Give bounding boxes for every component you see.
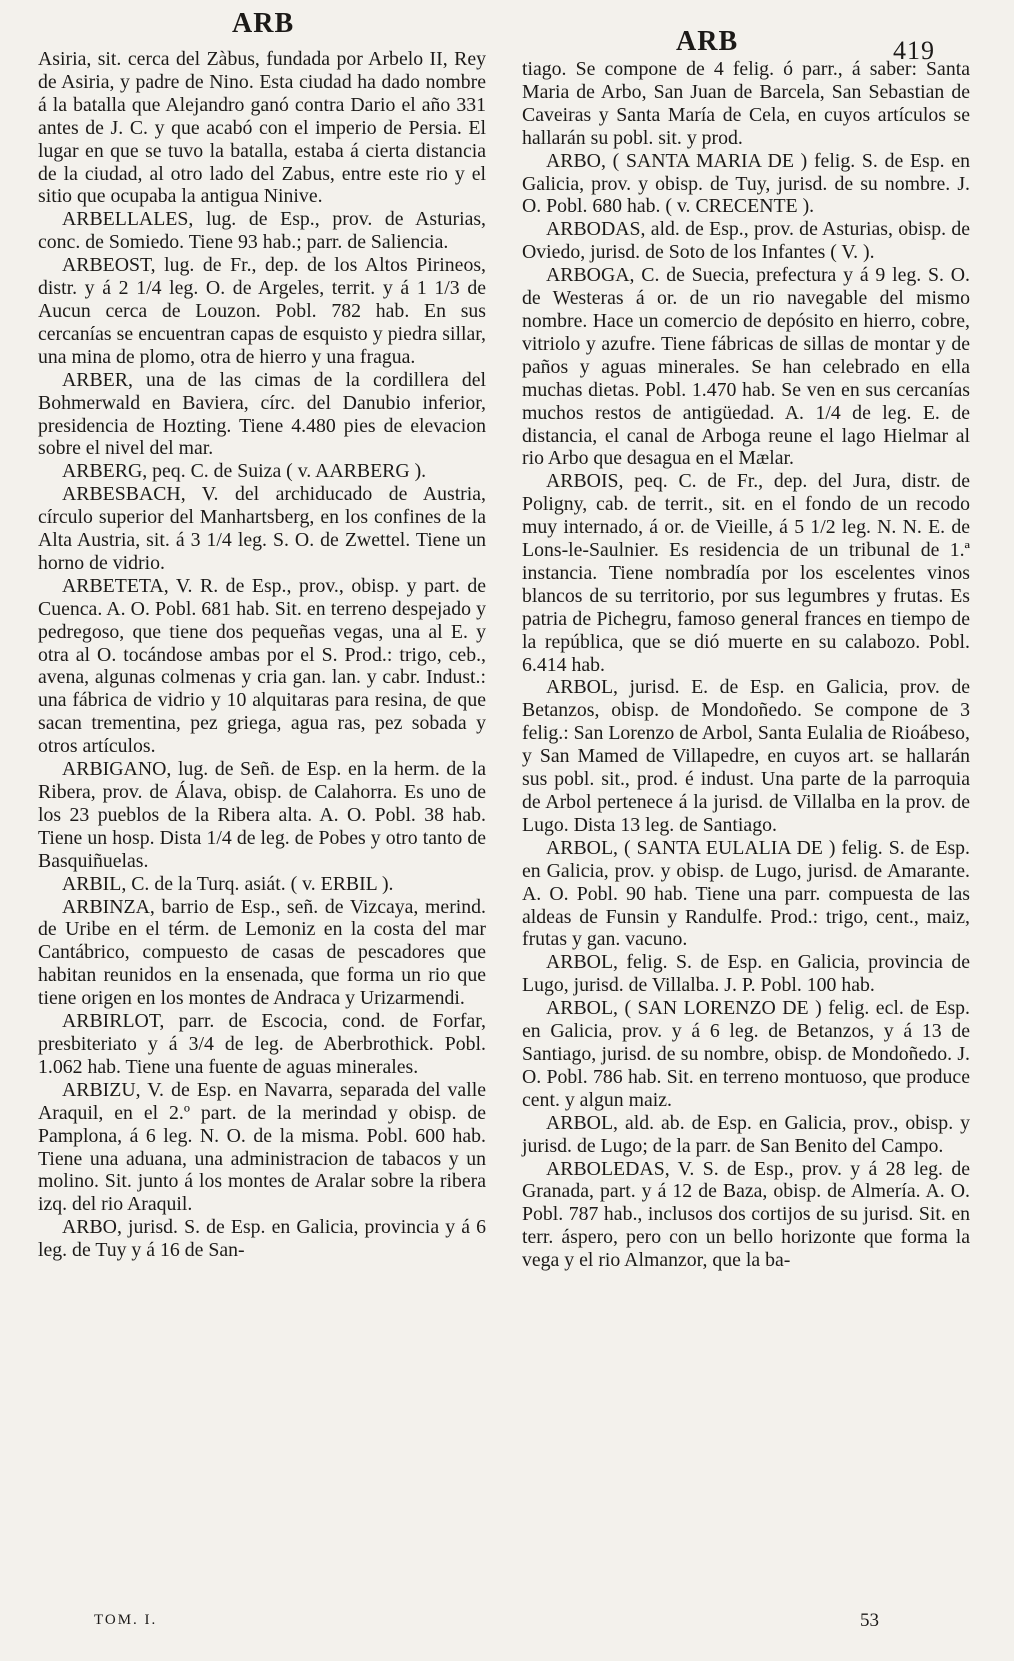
entry-paragraph: ARBIGANO, lug. de Señ. de Esp. en la herm. de la Ribera, prov. de Álava, obisp. de Calahorra. Es uno de los 23 pueblos de la Ribera alta. A. O. Pobl. 38 hab. Tiene un hosp. Dista 1/4 de leg. de Pobes y otro tanto de Basquiñuelas.: [38, 758, 486, 872]
entry-paragraph: ARBINZA, barrio de Esp., señ. de Vizcaya, merind. de Uribe en el térm. de Lemoniz en la costa del mar Cantábrico, compuesto de casas de pescadores que habitan reunidos en la ensenada, que forma un rio que tiene origen en los montes de Andraca y Urizarmendi.: [38, 895, 486, 1010]
volume-label: TOM. I.: [94, 1612, 158, 1628]
entry-paragraph: ARBOL, jurisd. E. de Esp. en Galicia, prov. de Betanzos, obisp. de Mondoñedo. Se compone de 3 felig.: San Lorenzo de Arbol, Santa Eulalia de Rioábeso, y San Mamed de Villapedre, en cuyos art. se hallarán sus pobl. sit., prod. é indust. Una parte de la parroquia de Arbol pertenece á la jurisd. de Villalba en la prov. de Lugo. Dista 13 leg. de Santiago.: [522, 676, 970, 836]
entry-paragraph: ARBESBACH, V. del archiducado de Austria, círculo superior del Manhartsberg, en los confines de la Alta Austria, sit. á 3 1/4 leg. S. O. de Zwettel. Tiene un horno de vidrio.: [38, 483, 486, 574]
signature-mark: 53: [860, 1610, 879, 1631]
entry-paragraph: ARBIRLOT, parr. de Escocia, cond. de Forfar, presbiteriato y á 3/4 de leg. de Aberbrothick. Pobl. 1.062 hab. Tiene una fuente de aguas minerales.: [38, 1010, 486, 1078]
entry-paragraph: ARBO, ( SANTA MARIA DE ) felig. S. de Esp. en Galicia, prov. y obisp. de Tuy, jurisd. de su nombre. J. O. Pobl. 680 hab. ( v. CRECENTE ).: [522, 149, 970, 218]
entry-paragraph: ARBELLALES, lug. de Esp., prov. de Asturias, conc. de Somiedo. Tiene 93 hab.; parr. de Saliencia.: [38, 208, 486, 254]
entry-paragraph: ARBOL, ald. ab. de Esp. en Galicia, prov., obisp. y jurisd. de Lugo; de la parr. de San Benito del Campo.: [522, 1111, 970, 1157]
entry-paragraph: ARBERG, peq. C. de Suiza ( v. AARBERG ).: [62, 460, 427, 483]
entry-paragraph: ARBO, jurisd. S. de Esp. en Galicia, provincia y á 6 leg. de Tuy y á 16 de San-: [38, 1216, 486, 1262]
entry-paragraph: ARBODAS, ald. de Esp., prov. de Asturias, obisp. de Oviedo, jurisd. de Soto de los Infantes ( V. ).: [522, 218, 970, 264]
entry-paragraph: ARBER, una de las cimas de la cordillera del Bohmerwald en Baviera, círc. del Danubio inferior, presidencia de Hozting. Tiene 4.480 pies de elevacion sobre el nivel del mar.: [38, 368, 486, 460]
entry-paragraph: ARBOL, ( SAN LORENZO DE ) felig. ecl. de Esp. en Galicia, prov. y á 6 leg. de Betanzos, y á 13 de Santiago, jurisd. de su nombre, obisp. de Mondoñedo. J. O. Pobl. 786 hab. Sit. en terreno montuoso, que produce cent. y algun maiz.: [522, 997, 970, 1111]
entry-paragraph: ARBIL, C. de la Turq. asiát. ( v. ERBIL ).: [62, 872, 394, 895]
left-running-head: ARB: [232, 8, 295, 39]
entry-paragraph: ARBOLEDAS, V. S. de Esp., prov. y á 28 leg. de Granada, part. y á 12 de Baza, obisp. de Almería. A. O. Pobl. 787 hab., inclusos dos cortijos de su jurisd. Sit. en terr. áspero, pero con un bello horizonte que forma la vega y el rio Almanzor, que la ba-: [522, 1157, 970, 1272]
entry-paragraph: ARBOGA, C. de Suecia, prefectura y á 9 leg. S. O. de Westeras á or. de un rio navegable del mismo nombre. Hace un comercio de depósito en hierro, cobre, vitriolo y azufre. Tiene fábricas de sillas de montar y de paños y aguas minerales. Se han celebrado en ella muchas dietas. Pobl. 1.470 hab. Se ven en sus cercanías muchos restos de antigüedad. A. 1/4 de leg. E. de distancia, el canal de Arboga reune el lago Hielmar al rio Arbo que desagua en el Mælar.: [522, 264, 970, 470]
entry-paragraph: ARBEOST, lug. de Fr., dep. de los Altos Pirineos, distr. y á 2 1/4 leg. O. de Argeles, territ. y á 1 1/3 de Aucun cerca de Louzon. Pobl. 782 hab. En sus cercanías se encuentran capas de esquisto y piedra sillar, una mina de plomo, otra de hierro y una fragua.: [38, 254, 486, 368]
page-number: 419: [893, 36, 935, 65]
entry-paragraph: Asiria, sit. cerca del Zàbus, fundada por Arbelo II, Rey de Asiria, y padre de Nino. Esta ciudad ha dado nombre á la batalla que Alejandro ganó contra Dario el año 331 antes de J. C. y que acabó con el imperio de Persia. El lugar en que se tuvo la batalla, estaba á cierta distancia de la ciudad, al otro lado del Zabus, entre este rio y el sitio que ocupaba la antigua Ninive.: [38, 48, 486, 208]
entry-paragraph: ARBOIS, peq. C. de Fr., dep. del Jura, distr. de Poligny, cab. de territ., sit. en el fondo de un recodo muy internado, á or. de Vieille, á 5 1/2 leg. N. N. E. de Lons-le-Saulnier. Es residencia de un tribunal de 1.ª instancia. Tiene nombradía por los escelentes vinos blancos de su territorio, por sus legumbres y frutas. Es patria de Pichegru, famoso general frances en tiempo de la república, que se dió muerte en su calabozo. Pobl. 6.414 hab.: [522, 470, 970, 676]
entry-paragraph: ARBOL, felig. S. de Esp. en Galicia, provincia de Lugo, jurisd. de Villalba. J. P. Pobl. 100 hab.: [522, 951, 970, 997]
entry-paragraph: ARBOL, ( SANTA EULALIA DE ) felig. S. de Esp. en Galicia, prov. y obisp. de Lugo, jurisd. de Amarante. A. O. Pobl. 90 hab. Tiene una parr. compuesta de las aldeas de Funsin y Randulfe. Prod.: trigo, cent., maiz, frutas y gan. vacuno.: [522, 836, 970, 951]
entry-paragraph: ARBIZU, V. de Esp. en Navarra, separada del valle Araquil, en el 2.º part. de la merindad y obisp. de Pamplona, á 6 leg. N. O. de la misma. Pobl. 600 hab. Tiene una aduana, una administracion de tabacos y un molino. Sit. junto á los montes de Aralar sobre la ribera izq. del rio Araquil.: [38, 1078, 486, 1216]
entry-paragraph: tiago. Se compone de 4 felig. ó parr., á saber: Santa Maria de Arbo, San Juan de Barcela, San Sebastian de Caveiras y Santa María de Cela, en cuyos artículos se hallarán su pobl. sit. y prod.: [522, 58, 970, 149]
right-running-head: ARB: [676, 26, 739, 57]
entry-paragraph: ARBETETA, V. R. de Esp., prov., obisp. y part. de Cuenca. A. O. Pobl. 681 hab. Sit. en terreno despejado y pedregoso, que tiene dos pequeñas vegas, una al E. y otra al O. tocándose ambas por el S. Prod.: trigo, ceb., avena, algunas colmenas y cria gan. lan. y cabr. Indust.: una fábrica de vidrio y 10 alquitaras para resina, de que sacan trementina, pez griega, agua ras, pez sobada y otros artículos.: [38, 574, 486, 758]
left-column: [38, 48, 486, 1262]
right-column: [522, 58, 970, 1272]
